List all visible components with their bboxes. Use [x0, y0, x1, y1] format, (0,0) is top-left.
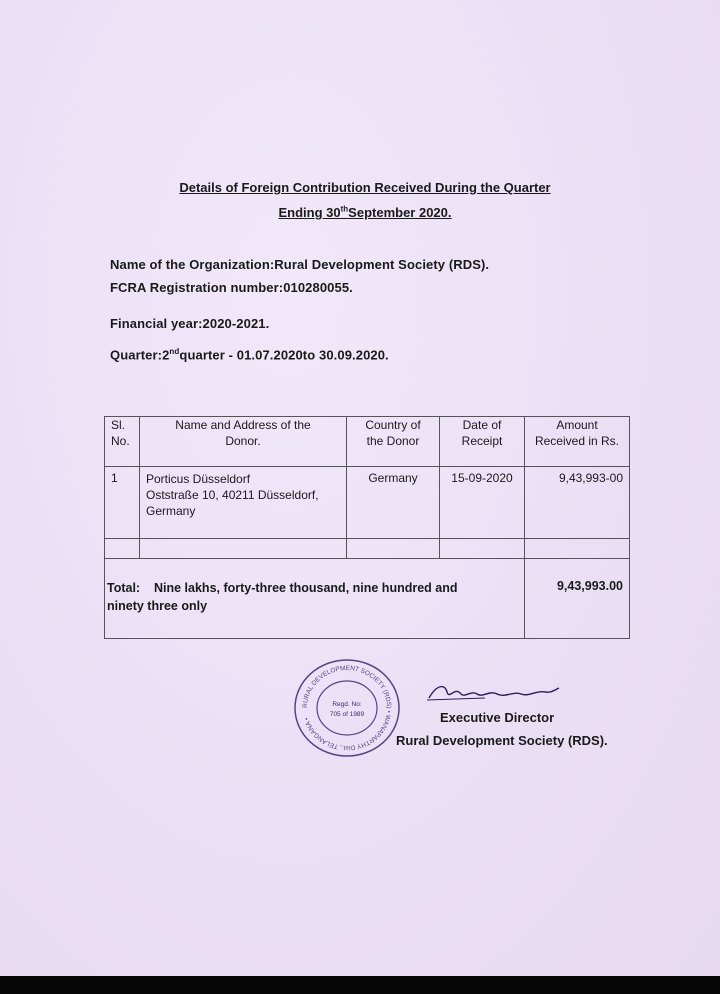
signature-mark	[425, 678, 565, 704]
heading-line-1: Details of Foreign Contribution Received During the Quarter	[179, 180, 551, 195]
header-country: Country of the Donor	[347, 417, 440, 467]
signatory-title: Executive Director	[440, 710, 555, 725]
total-amount: 9,43,993.00	[525, 559, 630, 639]
financial-year: Financial year:2020-2021.	[110, 316, 270, 331]
row-sl: 1	[105, 467, 140, 539]
seal-regd-number: 705 of 1989	[329, 711, 365, 718]
row-amount: 9,43,993-00	[525, 467, 630, 539]
organization-name: Name of the Organization:Rural Development Society (RDS).	[110, 257, 490, 272]
row-donor: Porticus Düsseldorf Oststraße 10, 40211 Düsseldorf, Germany	[140, 467, 347, 539]
bottom-border	[0, 976, 720, 994]
header-sl-no: Sl. No.	[105, 417, 140, 467]
heading-line-2: Ending 30thSeptember 2020.	[278, 205, 452, 221]
header-donor: Name and Address of the Donor.	[140, 417, 347, 467]
signatory-organization: Rural Development Society (RDS).	[396, 733, 608, 748]
seal-regd-label: Regd. No:	[332, 701, 362, 708]
total-label: Total:	[107, 581, 141, 595]
table-header-row	[105, 417, 630, 467]
table-empty-row	[105, 539, 630, 559]
svg-text:RURAL DEVELOPMENT SOCIETY (RDS: RURAL DEVELOPMENT SOCIETY (RDS) • WANAPARTHY Dist., TELANGANA •	[301, 664, 393, 752]
row-date: 15-09-2020	[440, 467, 525, 539]
document-heading	[0, 177, 720, 224]
table-row	[105, 467, 630, 539]
quarter-info: Quarter:2ndquarter - 01.07.2020to 30.09.2020.	[110, 347, 389, 363]
row-country: Germany	[347, 467, 440, 539]
header-date: Date of Receipt	[440, 417, 525, 467]
contribution-table	[104, 416, 630, 639]
header-amount: Amount Received in Rs.	[525, 417, 630, 467]
total-in-words: Total: Nine lakhs, forty-three thousand, nine hundred and ninety three only	[105, 559, 525, 639]
fcra-registration: FCRA Registration number:010280055.	[110, 280, 353, 295]
organization-seal	[292, 656, 402, 760]
table-total-row	[105, 559, 630, 639]
